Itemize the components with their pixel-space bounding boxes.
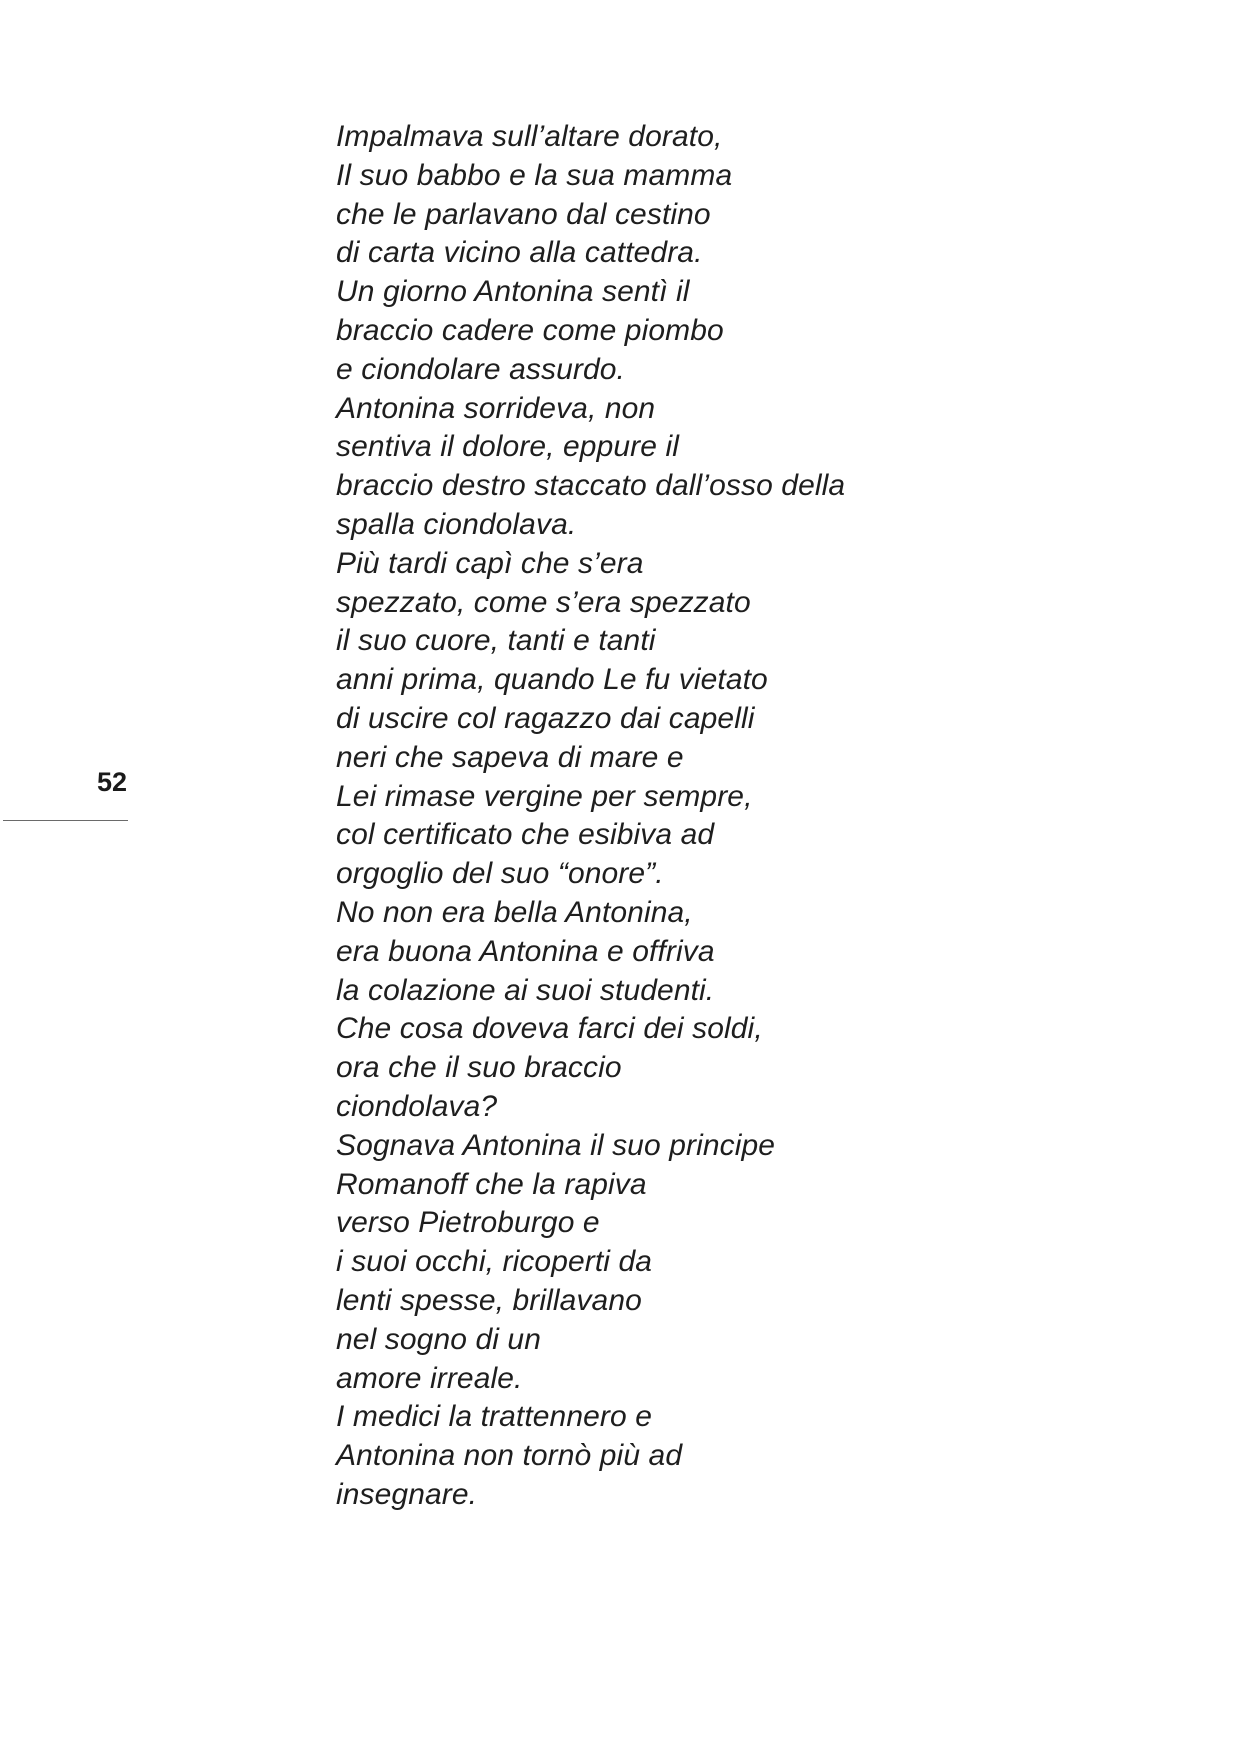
poem-line: lenti spesse, brillavano <box>336 1283 642 1317</box>
poem-line: Lei rimase vergine per sempre, <box>336 779 753 813</box>
poem-line: Impalmava sull’altare dorato, <box>336 120 723 153</box>
poem-line: Che cosa doveva farci dei soldi, <box>336 1012 763 1046</box>
poem-line: Antonina non tornò più ad <box>336 1439 683 1473</box>
poem-line: orgoglio del suo “onore”. <box>336 857 664 891</box>
poem-line: Antonina sorrideva, non <box>336 391 656 425</box>
poem-line: che le parlavano dal cestino <box>336 197 711 231</box>
poem-line: Un giorno Antonina sentì il <box>336 275 690 309</box>
poem-line: col certificato che esibiva ad <box>336 818 715 852</box>
poem-line: la colazione ai suoi studenti. <box>336 973 715 1007</box>
poem-line: il suo cuore, tanti e tanti <box>336 624 656 658</box>
poem-line: ora che il suo braccio <box>336 1051 622 1085</box>
poem-line: sentiva il dolore, eppure il <box>336 430 679 464</box>
poem-line: spalla ciondolava. <box>336 507 577 541</box>
poem-line: braccio destro staccato dall’osso della <box>336 469 846 503</box>
poem-line: Più tardi capì che s’era <box>336 546 644 580</box>
poem-line: verso Pietroburgo e <box>336 1206 600 1240</box>
poem-line: I medici la trattennero e <box>336 1400 652 1434</box>
poem-line: i suoi occhi, ricoperti da <box>336 1245 653 1279</box>
poem-line: spezzato, come s’era spezzato <box>336 585 751 619</box>
page-number-rule <box>3 820 128 821</box>
page-number: 52 <box>96 767 127 797</box>
poem-line: e ciondolare assurdo. <box>336 352 625 386</box>
poem-line: Il suo babbo e la sua mamma <box>336 158 733 192</box>
poem-line: anni prima, quando Le fu vietato <box>336 663 768 697</box>
poem-line: Romanoff che la rapiva <box>336 1167 647 1201</box>
poem-line: ciondolava? <box>336 1089 498 1123</box>
poem-line: No non era bella Antonina, <box>336 895 693 929</box>
poem-text <box>336 118 1036 1515</box>
poem-line: di carta vicino alla cattedra. <box>336 236 703 270</box>
poem-line: Sognava Antonina il suo principe <box>336 1128 776 1162</box>
poem-line: braccio cadere come piombo <box>336 313 724 347</box>
poem-line: neri che sapeva di mare e <box>336 740 684 774</box>
poem-line: era buona Antonina e offriva <box>336 934 715 968</box>
poem-line: insegnare. <box>336 1477 478 1511</box>
poem-line: amore irreale. <box>336 1361 523 1395</box>
poem-line: di uscire col ragazzo dai capelli <box>336 701 755 735</box>
poem-line: nel sogno di un <box>336 1322 541 1356</box>
